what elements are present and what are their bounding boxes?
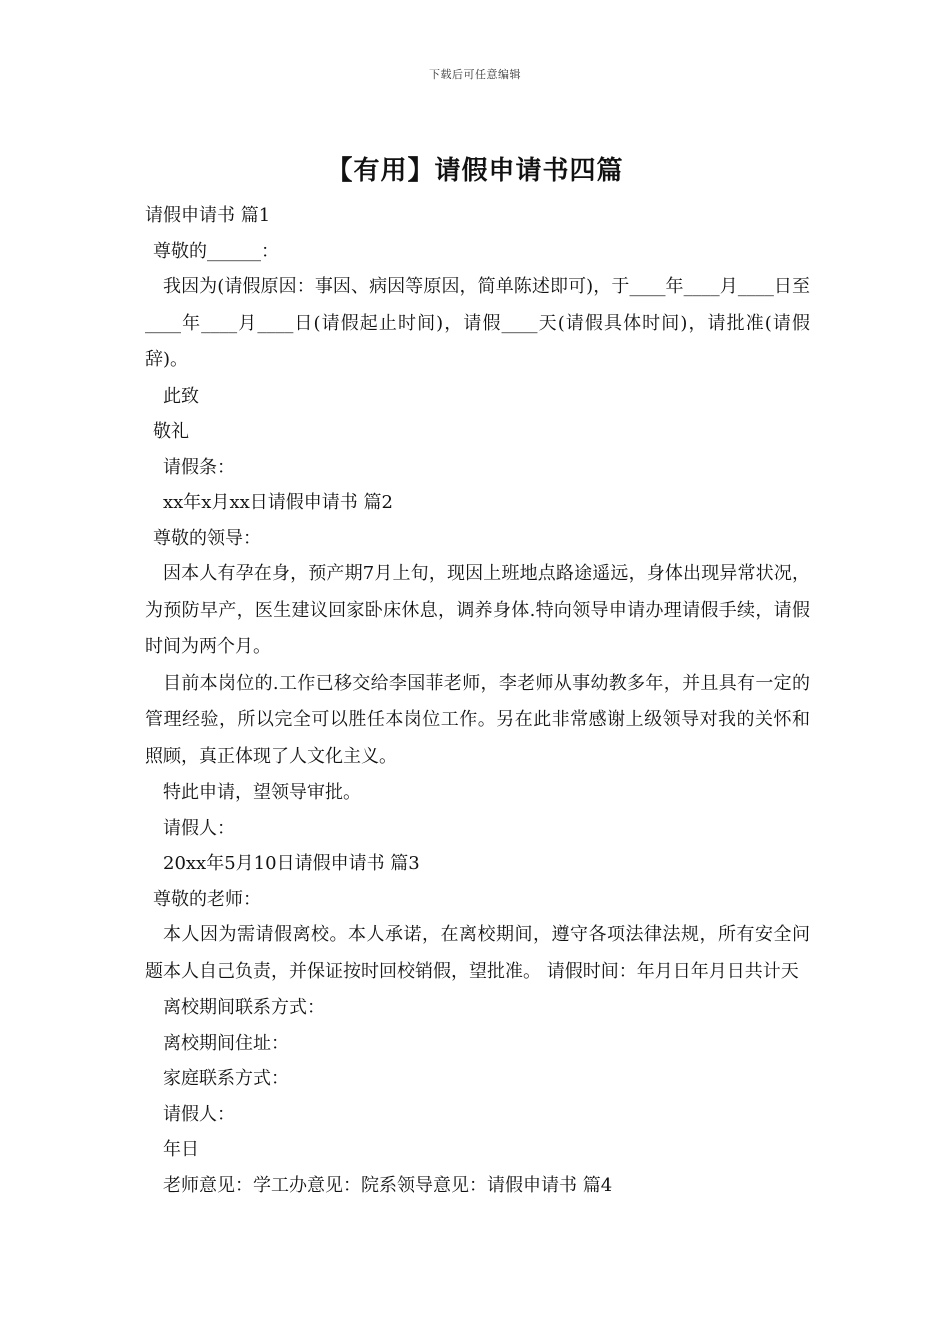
body-paragraph: 目前本岗位的.工作已移交给李国菲老师，李老师从事幼教多年，并且具有一定的管理经验，所以完全可以胜任本岗位工作。另在此非常感谢上级领导对我的关怀和照顾，真正体现了人文化主义。 bbox=[145, 672, 810, 767]
body-paragraph: 本人因为需请假离校。本人承诺，在离校期间，遵守各项法律法规，所有安全问题本人自己负责，并保证按时回校销假，望批准。 请假时间：年月日年月日共计天 bbox=[145, 924, 810, 982]
signature-label: 请假条： bbox=[163, 456, 235, 478]
family-contact-field-label: 家庭联系方式： bbox=[163, 1068, 289, 1089]
signature-label: 请假人： bbox=[163, 817, 235, 839]
contact-field-label: 离校期间联系方式： bbox=[163, 997, 325, 1018]
salutation: 尊敬的______： bbox=[153, 240, 279, 262]
body-paragraph: 我因为(请假原因：事因、病因等原因，简单陈述即可)，于____年____月____日至____年____月____日(请假起止时间)，请假____天(请假具体时间)，请批准(请假辞)。 bbox=[145, 276, 810, 370]
opinions-and-section-heading-4: 老师意见：学工办意见：院系领导意见：请假申请书 篇4 bbox=[163, 1174, 613, 1196]
document-body bbox=[145, 198, 810, 1203]
closing-text: 此致 bbox=[163, 385, 199, 407]
date-text: 年日 bbox=[163, 1139, 199, 1160]
closing-text: 敬礼 bbox=[153, 421, 189, 442]
date-and-section-heading-2: xx年x月xx日请假申请书 篇2 bbox=[163, 492, 393, 513]
body-paragraph: 因本人有孕在身，预产期7月上旬，现因上班地点路途遥远，身体出现异常状况，为预防早产，医生建议回家卧床休息，调养身体.特向领导申请办理请假手续，请假时间为两个月。 bbox=[145, 563, 810, 657]
header-note: 下载后可任意编辑 bbox=[429, 68, 521, 81]
signature-label: 请假人： bbox=[163, 1103, 235, 1125]
salutation: 尊敬的领导： bbox=[153, 527, 261, 549]
salutation: 尊敬的老师： bbox=[153, 888, 261, 910]
section-heading-1: 请假申请书 篇1 bbox=[145, 205, 271, 226]
address-field-label: 离校期间住址： bbox=[163, 1032, 289, 1054]
document-title: 【有用】请假申请书四篇 bbox=[326, 156, 624, 186]
date-and-section-heading-3: 20xx年5月10日请假申请书 篇3 bbox=[163, 853, 420, 874]
request-text: 特此申请，望领导审批。 bbox=[163, 782, 361, 803]
